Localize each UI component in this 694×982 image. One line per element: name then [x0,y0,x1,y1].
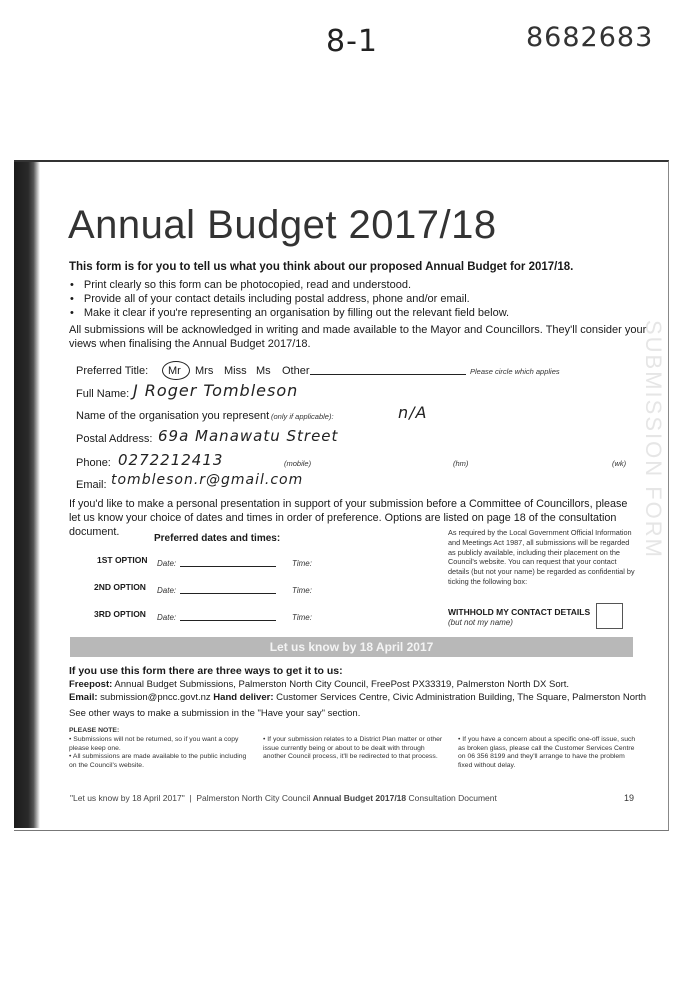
notes-col-1 [69,736,255,770]
presentation-text: If you'd like to make a personal presentation in support of your submission before a Committee of Councillors, please let us know your choice of dates and times in order of preference. Options are listed on page 18 of the consultation document. [69,498,628,538]
phone-mobile-label: (mobile) [284,459,312,468]
intro-text: This form is for you to tell us what you think about our proposed Annual Budget for 2017/18. [69,261,574,273]
vertical-submission-label: SUBMISSION FORM [641,320,666,560]
list-item: • Provide all of your contact details including postal address, phone and/or email. [70,292,509,306]
title-hint: Please circle which applies [470,367,560,376]
name-label: Full Name: [76,388,130,400]
title-option-mrs[interactable]: Mrs [195,365,214,377]
deliver-label: Hand deliver: [213,692,274,703]
deliver-value: Customer Services Centre, Civic Administration Building, The Square, Palmerston North [276,692,647,703]
org-label: Name of the organisation you represent [76,410,270,422]
option-2-label: 2ND OPTION [94,582,146,592]
deadline-banner: Let us know by 18 April 2017 [70,637,633,657]
email-value[interactable]: tombleson.r@gmail.com [111,472,304,488]
ways-heading: If you use this form there are three ways to get it to us: [69,665,343,677]
footer-council: Palmerston North City Council [196,793,311,803]
instruction-list [70,278,509,320]
title-option-mr[interactable]: Mr [168,365,181,377]
torn-edge [14,162,40,828]
option-3-date-line[interactable] [180,620,276,621]
phone-home-label: (hm) [453,459,469,468]
page-title: Annual Budget 2017/18 [68,203,497,247]
footer-doc: Annual Budget 2017/18 [312,793,407,803]
phone-label: Phone: [76,457,111,469]
phone-work-label: (wk) [612,459,627,468]
org-hint: (only if applicable): [271,412,334,421]
list-item: • All submissions are made available to the public including on the Council's website. [69,753,247,769]
title-option-ms[interactable]: Ms [256,365,271,377]
list-item: • If you have a concern about a specific one-off issue, such as broken glass, please call the Customer Services Centre on 06 356 8199 and they'll arrange to have the problem fixed without delay. [458,736,636,769]
notes-col-2 [263,736,448,762]
list-item: • Submissions will not be returned, so if you want a copy please keep one. [69,736,239,752]
name-value[interactable]: J Roger Tombleson [133,381,299,400]
other-title-line [310,374,466,375]
page-number: 19 [624,793,635,803]
acknowledgement-text: All submissions will be acknowledged in writing and made available to the Mayor and Councillors. They'll consider your views when finalising the Annual Budget 2017/18. [69,324,647,350]
email-label: Email: [76,479,107,491]
freepost-value: Annual Budget Submissions, Palmerston North City Council, FreePost PX33319, Palmerston North DX Sort. [114,679,570,690]
address-label: Postal Address: [76,433,153,445]
org-value[interactable]: n/A [398,403,428,422]
handwritten-ref-right: 8682683 [526,22,654,53]
title-label: Preferred Title: [76,365,149,377]
option-3-date-label: Date: [157,613,177,622]
phone-value[interactable]: 0272212413 [118,451,224,469]
freepost-line [69,679,569,690]
notes-heading: PLEASE NOTE: [69,727,120,734]
footer-doc-suffix: Consultation Document [408,793,497,803]
option-1-date-line[interactable] [180,566,276,567]
notes-col-3 [458,736,638,770]
option-2-time-label: Time: [292,586,312,595]
option-3-time-label: Time: [292,613,312,622]
ways-email-label: Email: [69,692,98,703]
handwritten-ref-left: 8-1 [326,24,378,59]
option-3-label: 3RD OPTION [94,609,146,619]
list-item: • Make it clear if you're representing an organisation by filling out the relevant field below. [70,306,509,320]
title-option-other[interactable]: Other [282,365,310,377]
dates-heading: Preferred dates and times: [154,533,281,544]
option-1-label: 1ST OPTION [97,555,148,565]
footer-tagline: "Let us know by 18 April 2017" [70,793,185,803]
list-item: • Print clearly so this form can be photocopied, read and understood. [70,278,509,292]
withhold-checkbox[interactable] [596,603,623,629]
withhold-sub: (but not my name) [448,618,513,627]
option-1-date-label: Date: [157,559,177,568]
email-deliver-line [69,692,646,703]
option-2-date-label: Date: [157,586,177,595]
ways-email-value[interactable]: submission@pncc.govt.nz [100,692,211,703]
title-option-miss[interactable]: Miss [224,365,247,377]
option-2-date-line[interactable] [180,593,276,594]
option-1-time-label: Time: [292,559,312,568]
withhold-label: WITHHOLD MY CONTACT DETAILS [448,607,591,617]
privacy-text: As required by the Local Government Official Information and Meetings Act 1987, all submissions will be regarded as publicly available, including their placement on the Council's website. You can request that your contact details (but not your name) be regarded as confidential by ticking the following box: [448,528,635,586]
footer: "Let us know by 18 April 2017" | Palmerston North City Council Annual Budget 2017/18 Consultation Document [70,793,497,803]
address-value[interactable]: 69a Manawatu Street [158,427,339,445]
other-ways-text: See other ways to make a submission in the "Have your say" section. [69,708,361,719]
list-item: • If your submission relates to a District Plan matter or other issue currently being or about to be dealt with through another Council process, it'll be redirected to that process. [263,736,443,761]
freepost-label: Freepost: [69,679,113,690]
